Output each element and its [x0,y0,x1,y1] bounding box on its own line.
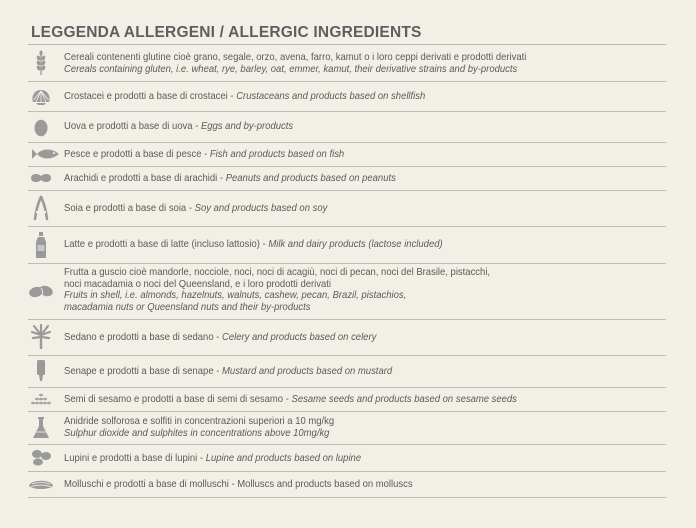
allergen-text [64,366,624,378]
sesame-icon [28,390,54,408]
allergen-text-en: Crustaceans and products based on shellfish [236,91,426,102]
allergen-text [64,416,624,439]
allergen-text-it: Cereali contenenti glutine cioè grano, segale, orzo, avena, farro, kamut o i loro ceppi derivati e prodotti derivati [64,52,527,63]
allergen-text [64,453,624,465]
allergen-text-it: Molluschi e prodotti a base di molluschi - [64,479,238,490]
allergen-text [64,394,624,406]
allergen-text-it: Sedano e prodotti a base di sedano - [64,332,223,343]
allergen-text-en: Mustard and products based on mustard [222,366,393,377]
allergen-row-eggs [28,112,666,143]
milk-bottle-icon [28,230,54,260]
allergen-text-it: Frutta a guscio cioè mandorle, nocciole, noci, noci di acagiù, noci di pecan, noci del Brasile, pistacchi, [64,267,491,278]
allergen-text [64,121,624,133]
allergen-text-it: Anidride solforosa e solfiti in concentrazioni superiori a 10 mg/kg [64,416,335,427]
page-title: LEGGENDA ALLERGENI / ALLERGIC INGREDIENTS [31,24,422,41]
allergen-text [64,267,624,313]
allergen-text [64,479,624,491]
allergen-text-it: Senape e prodotti a base di senape - [64,366,223,377]
allergen-row-crustaceans [28,82,666,112]
allergen-text-en: Soy and products based on soy [194,203,328,214]
allergen-text-it: Uova e prodotti a base di uova - [64,121,201,132]
allergen-text [64,149,624,161]
egg-icon [28,116,54,138]
lupin-icon [28,447,54,469]
allergen-row-soy [28,191,666,227]
fish-icon [28,145,62,163]
allergen-row-sulphites [28,412,666,445]
allergen-text [64,52,624,75]
allergen-row-sesame [28,388,666,412]
shell-icon [28,86,54,108]
allergen-text [64,173,624,185]
wheat-icon [28,49,54,77]
allergen-text-it: Semi di sesamo e prodotti a base di semi di sesamo - [64,394,292,405]
mustard-icon [28,358,54,384]
allergen-row-fish [28,143,666,167]
allergen-text-en: Fish and products based on fish [209,149,345,160]
allergen-text-en: Lupine and products based on lupine [205,453,362,464]
allergen-text-it: Pesce e prodotti a base di pesce - [64,149,210,160]
allergen-text-it: Crostacei e prodotti a base di crostacei - [64,91,237,102]
allergen-text-en: macadamia nuts or Queensland nuts and their by-products [64,301,311,313]
allergen-row-milk [28,227,666,264]
allergen-text-en: Celery and products based on celery [222,332,377,343]
nuts-icon [28,280,54,302]
allergen-text [64,332,624,344]
allergen-text-en: Sulphur dioxide and sulphites in concentrations above 10mg/kg [64,427,330,439]
allergen-text-en: Molluscs and products based on molluscs [237,479,413,490]
allergen-text-en: Fruits in shell, i.e. almonds, hazelnuts, walnuts, cashew, pecan, Brazil, pistachios, [64,290,407,302]
allergen-text-it: noci macadamia o noci del Queensland, e i loro prodotti derivati [64,278,332,290]
allergen-row-molluscs [28,472,666,498]
allergen-text-en: Sesame seeds and products based on sesame seeds [291,394,517,405]
allergen-text-it: Lupini e prodotti a base di lupini - [64,453,206,464]
allergen-text-it: Latte e prodotti a base di latte (incluso lattosio) - [64,239,269,250]
allergen-text-it: Soia e prodotti a base di soia - [64,203,195,214]
soy-icon [28,194,54,222]
allergen-text [64,239,624,251]
flask-icon [28,415,54,441]
allergen-text-en: Cereals containing gluten, i.e. wheat, rye, barley, oat, emmer, kamut, their derivative strains and by-products [64,63,518,75]
allergen-row-peanuts [28,167,666,191]
peanut-icon [28,169,54,187]
celery-icon [28,323,54,351]
allergen-text-it: Arachidi e prodotti a base di arachidi - [64,173,226,184]
allergen-text [64,91,624,103]
allergen-row-cereals [28,45,666,82]
allergen-text-en: Eggs and by-products [200,121,294,132]
allergen-text-en: Milk and dairy products (lactose included) [268,239,443,250]
mollusc-icon [28,475,54,493]
allergen-text [64,203,624,215]
allergen-row-nuts [28,264,666,320]
allergen-row-lupine [28,445,666,472]
allergen-row-mustard [28,356,666,388]
allergen-row-celery [28,320,666,356]
allergen-text-en: Peanuts and products based on peanuts [225,173,396,184]
